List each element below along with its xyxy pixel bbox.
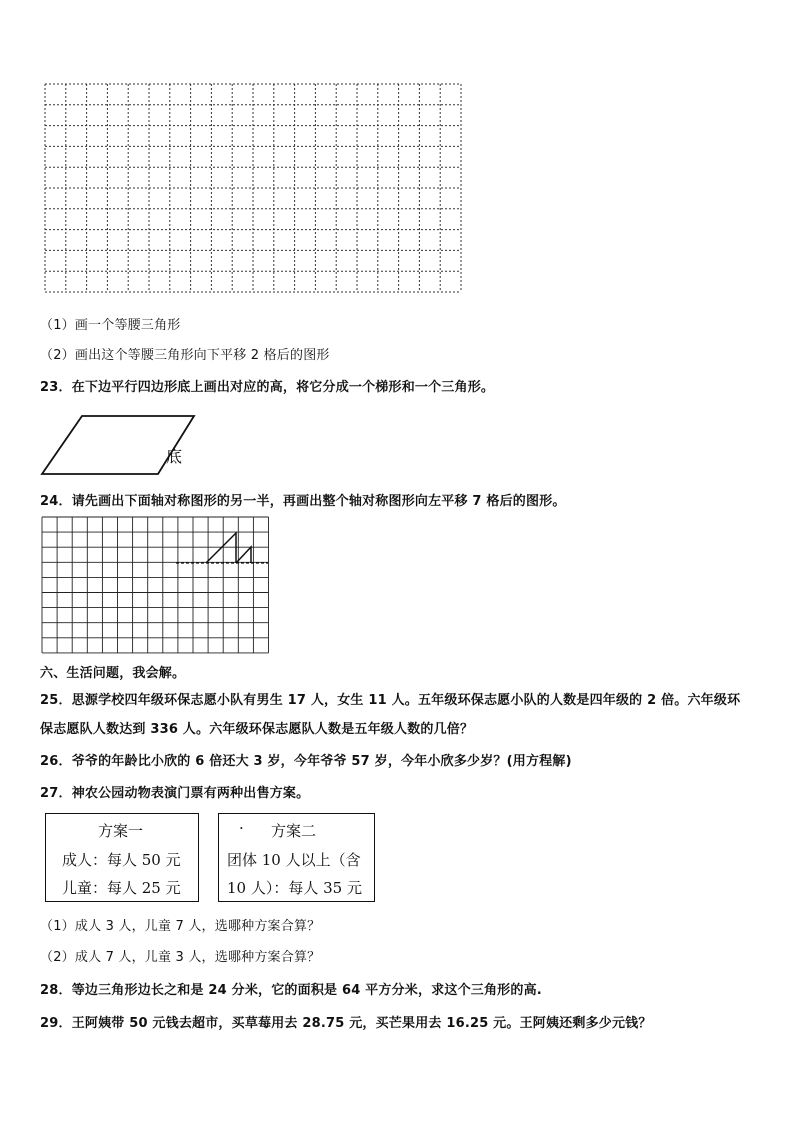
plan2-line2: 10 人）：每人 35 元	[227, 879, 362, 897]
q27-sub2: （2）成人 7 人，儿童 3 人，选哪种方案合算？	[40, 950, 321, 965]
square-grid-q24	[41, 516, 271, 656]
plan2-line1: 团体 10 人以上（含	[227, 851, 361, 869]
q28-text: 28．等边三角形边长之和是 24 分米，它的面积是 64 平方分米，求这个三角形的高.	[40, 983, 542, 998]
q29-text: 29．王阿姨带 50 元钱去超市，买草莓用去 28.75 元，买芒果用去 16.25 元。王阿姨还剩多少元钱？	[40, 1016, 652, 1031]
half-figure-large	[206, 533, 236, 563]
q26-text: 26．爷爷的年龄比小欣的 6 倍还大 3 岁，今年爷爷 57 岁，今年小欣多少岁？(用方程解)	[40, 754, 572, 769]
q25-line1: 25．思源学校四年级环保志愿小队有男生 17 人，女生 11 人。五年级环保志愿小队的人数是四年级的 2 倍。六年级环	[40, 693, 741, 708]
parallelogram-base-label: 底	[166, 447, 183, 466]
plan1-line1: 成人：每人 50 元	[62, 851, 181, 869]
section6-title: 六、生活问题，我会解。	[40, 666, 186, 681]
q27-text: 27．神农公园动物表演门票有两种出售方案。	[40, 786, 310, 801]
dotted-grid-q22	[44, 83, 466, 295]
q22-sub2: （2）画出这个等腰三角形向下平移 2 格后的图形	[40, 348, 330, 363]
q24-text: 24．请先画出下面轴对称图形的另一半，再画出整个轴对称图形向左平移 7 格后的图形。	[40, 494, 566, 509]
q27-sub1: （1）成人 3 人，儿童 7 人，选哪种方案合算？	[40, 919, 321, 934]
q22-sub1: （1）画一个等腰三角形	[40, 318, 181, 333]
q23-text: 23．在下边平行四边形底上画出对应的高，将它分成一个梯形和一个三角形。	[40, 380, 495, 395]
plan1-box	[45, 813, 199, 902]
plan2-title: 方案二	[271, 822, 317, 840]
plan1-line2: 儿童：每人 25 元	[62, 879, 181, 897]
plan1-title: 方案一	[98, 822, 144, 840]
plan2-box	[218, 813, 375, 902]
q25-line2: 保志愿队人数达到 336 人。六年级环保志愿队人数是五年级人数的几倍？	[40, 722, 474, 737]
plan2-dot: ·	[239, 819, 244, 837]
